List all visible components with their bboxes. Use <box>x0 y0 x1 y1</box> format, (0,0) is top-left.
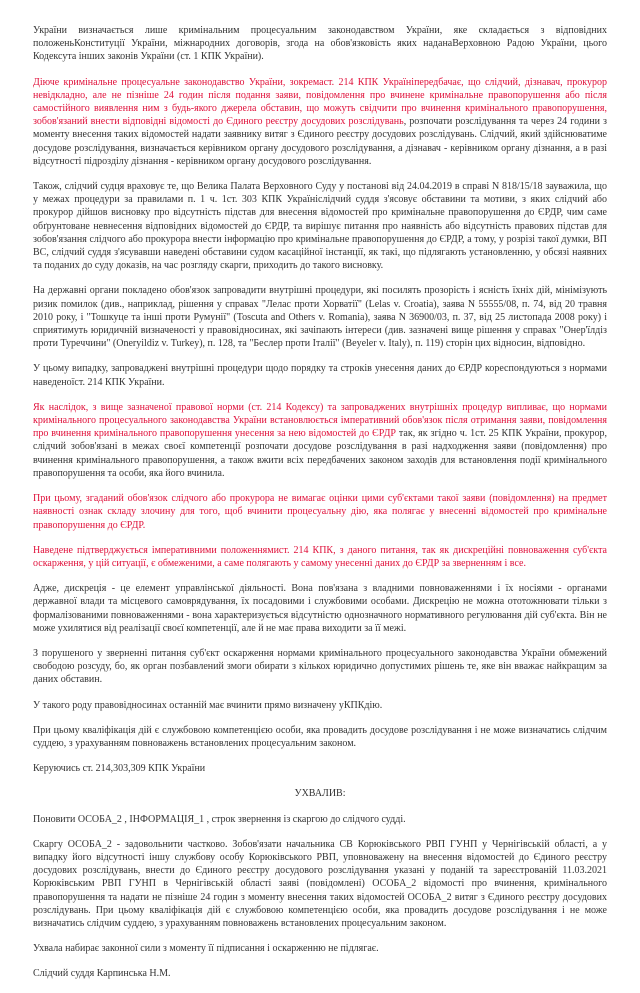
paragraph-imperative <box>33 544 607 570</box>
text-segment: Також, слідчий судця враховує те, що Велика Палата Верховного Суду у постанові від 24.04.2019 в справі N 818/15/18 зауважила, що у межах процедури за правилами п. 1 ч. 1ст. 303 КПК Україніслідчий суддя з'ясовує обставини та мотиви, з яких слідчий або прокурор дійшов висновку про відсутність підстав для внесення відомостей про кримінальне правопорушення до ЄРДР, чим саме обґрунтоване невнесення відповідних відомостей до ЄРДР, та вирішує питання про наявність або відсутність правових підстав для зобов'язання слідчого або прокурора внести інформацію про кримінальне правопорушення до ЄРДР, а тому, у розрізі такої думки, ВП ВС, слідчий суддя з'ясувавши наведені обставини судом касаційної інстанції, як такі, що підлягають установленню, у обсязі наявних та поданих до суду доказів, на час розгляду скарги, приходить до такого висновку. <box>33 181 607 272</box>
paragraph-qualification <box>33 724 607 750</box>
highlighted-text-segment: Наведене підтверджується імперативними положеннямист. 214 КПК, з даного питання, так як дискреційні повноваження суб'єкта оскарження, у цій ситуації, є обмеженими, а саме полягають у самому унесенні даних до ЄРДР за зверненням і все. <box>33 544 607 569</box>
paragraph-discretion <box>33 582 607 635</box>
text-segment: На державні органи покладено обов'язок запровадити внутрішні процедури, які посилять прозорість і ясність їхніх дій, мінімізують ризик помилок (див., наприклад, рішення у справах "Лелас проти Хорватії" (Lelas v. Croatia), заява N 55555/08, п. 74, від 20 травня 2010 року, і "Тошкуце та інші проти Румунії" (Toscuta and Others v. Romania), заява N 36900/03, п. 37, від 25 листопада 2008 року) і сприятимуть юридичній визначеності у правовідносинах, які зачіпають інтереси (див. зазначені вище рішення у справах "Онер'їлдіз проти Туреччини" (Oneryildiz v. Turkey), п. 128, та "Беслер проти Італії" (Beyeler v. Italy), п. 119) сторін цих відносин, відповідно. <box>33 285 607 350</box>
paragraph-consequence <box>33 401 607 480</box>
highlighted-text-segment: При цьому, згаданий обов'язок слідчого або прокурора не вимагає оцінки цими суб'єктами такої заяви (повідомлення) на предмет наявності ознак складу злочину для того, щоб вчинити процесуальну дію, яка полягає у внесенні відомостей про кримінальне правопорушення до ЄРДР. <box>33 493 607 531</box>
text-segment: України визначається лише кримінальним процесуальним законодавством України, яке складається з відповідних положеньКонституції України, міжнародних договорів, згода на обов'язковість яких наданаВерховною Радою України, цього Кодексута інших законів України (ст. 1 КПК України). <box>33 25 607 63</box>
paragraph-echr-cases <box>33 284 607 350</box>
highlighted-text-segment: Діюче кримінальне процесуальне законодавство України, зокремаст. 214 КПК Україніпередбачає, що слідчий, дізнавач, прокурор невідкладно, але не пізніше 24 годин після подання заяви, повідомлення про вчинене кримінальне правопорушення або після самостійного виявлення ним з будь-якого джерела обставин, що можуть свідчити про вчинення кримінального правопорушення, зобов'язаний внести відповідні відомості до Єдиного реєстру досудових розслідувань <box>33 76 607 128</box>
text-segment: У такого роду правовідносинах останній має вчинити прямо визначену уКПКдію. <box>33 699 383 711</box>
text-segment: так, як згідно ч. 1ст. 25 КПК України, прокурор, слідчий зобов'язані в межах своєї компетенції розпочати досудове розслідування в разі надходження заяви (повідомлення) про вчинення кримінального правопорушення, а також вжити всіх передбачених законом заходів для встановлення події кримінального правопорушення та особи, яка його вчинила. <box>33 428 608 479</box>
text-segment: , розпочати розслідування та через 24 години з моменту внесення таких відомостей надати заявнику витяг з Єдиного реєстру досудових розслідувань. Слідчий, який здійснюватиме досудове розслідування, визначається керівником органу досудового розслідування, а дізнавач - керівником органу дізнання, а в разі відсутності підрозділу дізнання - керівником органу досудового розслідування. <box>33 116 607 167</box>
text-segment: Керуючись ст. 214,303,309 КПК України <box>33 763 206 775</box>
text-segment: Адже, дискреція - це елемент управлінської діяльності. Вона пов'язана з владними повноваженнями і їх носіями - органами державної влади та місцевого самоврядування, їх посадовими і службовими особами. Дискрецію не можна ототожнювати тільки з формалізованими повноваженнями - вона характеризується відсутністю однозначного нормативного регулювання дій суб'єкта. Він не може ухилятися від реалізації своєї компетенції, але й не має права виходити за її межі. <box>33 583 607 634</box>
resolution-renew-term: Поновити ОСОБА_2 , ІНФОРМАЦІЯ_1 , строк звернення із скаргою до слідчого судді. <box>33 813 406 825</box>
resolution-complaint-satisfied: Скаргу ОСОБА_2 - задовольнити частково. Зобов'язати начальника СВ Корюківського РВП ГУНП у Чернігівській області, а у випадку його відсутності іншу службову особу Корюківського РВП, уповноважену на внесення відомостей до Єдиного реєстру досудових розслідувань, внести до Єдиного реєстру досудового розслідування указані у поданій та зареєстрованій 11.03.2021 Корюківським РВП ГУНП в Чернігівській області заяві (повідомлені) ОСОБА_2 відомості про вчинення, кримінального правопорушення та надати не пізніше 24 годин з моменту внесення таких відомостей ОСОБА_2 витяг з Єдиного реєстру досудових розслідувань. При цьому кваліфікація дій є службовою компетенцією особи, яка провадить досудове розслідування і не може визначатись слідчим суддею, з урахуванням повноважень встановлених процесуальним законом. <box>33 838 607 929</box>
paragraph-guided-by <box>33 762 607 775</box>
judge-signature: Слідчий суддя Карпинська Н.М. <box>33 968 171 980</box>
resolution-heading: УХВАЛИВ: <box>294 788 346 800</box>
paragraph-obligation <box>33 492 607 532</box>
text-segment: У цьому випадку, запроваджені внутрішні процедури щодо порядку та строків унесення даних до ЄРДР кореспондуються з нормами наведеноїст. 214 КПК України. <box>33 363 607 388</box>
paragraph-legislation-basis <box>33 24 607 64</box>
text-segment: З порушеного у зверненні питання суб'єкт оскарження нормами кримінального процесуального законодавства України обмежений свободою розсуду, бо, як орган позбавлений змоги обирати з кількох юридично допустимих рішень те, яке він вважає найкращим за даних обставин. <box>33 647 607 686</box>
paragraph-article-214 <box>33 76 607 168</box>
text-segment: При цьому кваліфікація дій є службовою компетенцією особи, яка провадить досудове розслідування і не може визначатись слідчим суддею, з урахуванням повноважень встановлених процесуальним законом. <box>33 724 607 749</box>
court-ruling-document <box>33 24 607 993</box>
paragraph-direct-action <box>33 699 607 712</box>
highlighted-text-segment: Як наслідок, з вище зазначеної правової норми (ст. 214 Кодексу) та запроваджених внутрішніх процедур випливає, що нормами кримінального процесуального законодавства України встановлюється імперативний обов'язок після отримання заяви, повідомлення про вчинення кримінального правопорушення унесення за нею відомостей до ЄРДР <box>33 401 607 440</box>
paragraph-limited-discretion <box>33 647 607 687</box>
resolution-effect: Ухвала набирає законної сили з моменту її підписання і оскарженню не підлягає. <box>33 943 379 955</box>
paragraph-supreme-court <box>33 180 607 272</box>
paragraph-internal-procedures <box>33 362 607 388</box>
